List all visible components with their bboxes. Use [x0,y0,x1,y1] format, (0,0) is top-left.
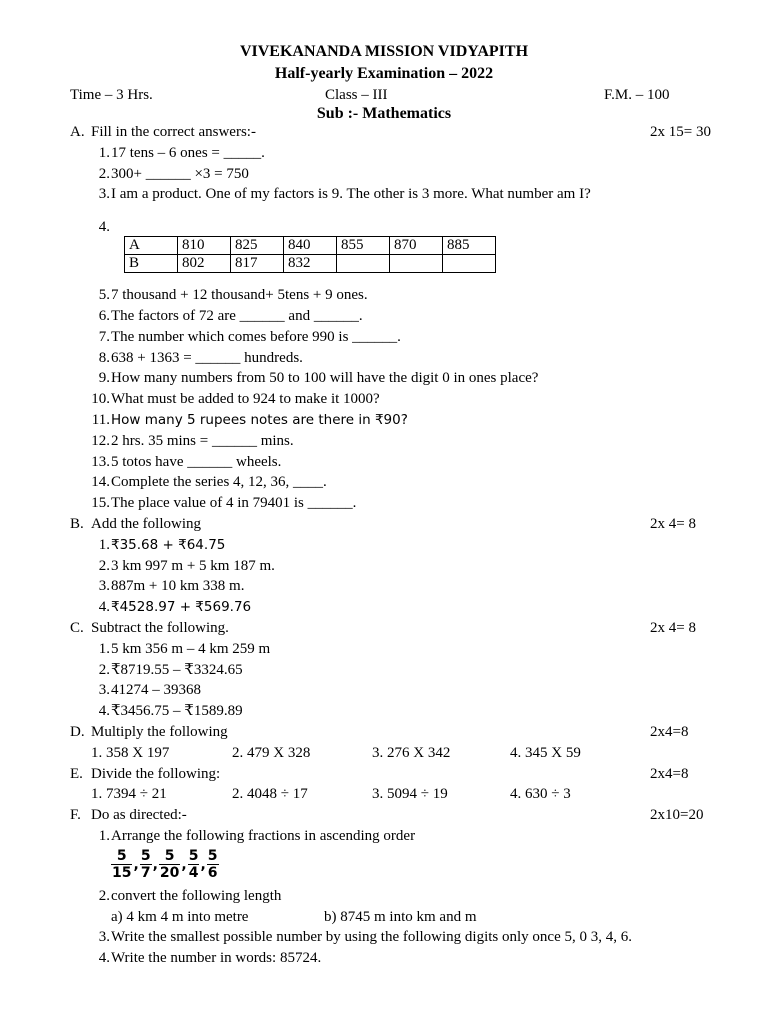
text-label: ₹3456.75 – ₹1589.89 [111,703,243,720]
text-label: 840 [284,237,337,255]
question-subitem: b) 8745 m into km and m [324,908,477,925]
question-item-table [70,205,730,272]
question-item [70,164,730,185]
question-subitems [70,907,730,928]
text-label: 5 [207,847,218,864]
text-label: 12. [91,432,110,449]
section-b-header [70,514,730,535]
question-item [70,306,730,327]
section-c-header [70,618,730,639]
table-row [125,255,496,273]
section-marks: 2x10=20 [650,807,704,824]
class-label: Class – III [325,87,388,103]
text-label: 3. [98,682,110,699]
section-e-header [70,764,730,785]
question-item [70,556,730,577]
text-label: C. [70,619,84,636]
question-item [70,493,730,514]
text-label: 5 totos have ______ wheels. [111,453,282,470]
subject-title: Sub :- Mathematics [316,105,452,122]
question-item [70,701,730,722]
question-item [70,431,730,452]
text-label: 5 [188,847,199,864]
question-item [70,927,730,948]
text-label: 802 [178,255,231,273]
question-item: 3. 276 X 342 [372,744,451,761]
question-item [70,472,730,493]
text-label: 832 [284,255,337,273]
question-item [70,452,730,473]
text-label: ₹8719.55 – ₹3324.65 [111,661,243,678]
text-label: 1. [98,536,110,553]
text-label: 855 [337,237,390,255]
text-label: 4. [98,950,110,967]
text-label: 5 [159,848,180,865]
question-item [70,327,730,348]
text-label: Write the smallest possible number by using the following digits only once 5, 0 3, 4, 6. [111,929,633,946]
text-label: 41274 – 39368 [111,682,201,699]
question-item [70,535,730,556]
section-title: Add the following [91,515,201,532]
fraction-list: $\frac{5}{15}$ , $\frac{5}{7}$ , $\frac{5}{20}$ , $\frac{5}{4}$ , $\frac{5}{6}$ [112,847,218,881]
section-marks: 2x 4= 8 [650,515,696,532]
text-label: 7 [140,864,151,881]
fraction [140,848,152,881]
text-label: 825 [231,237,284,255]
text-label: A [125,237,178,255]
text-label: 14. [91,474,110,491]
question-item [70,184,730,205]
text-label: What must be added to 924 to make it 1000? [111,391,380,408]
text-label: Arrange the following fractions in ascending order [111,827,416,844]
text-label: 5 [111,848,132,865]
text-label: How many 5 rupees notes are there in ₹90? [111,411,408,428]
section-marks: 2x4=8 [650,765,689,782]
fraction [111,848,132,881]
text-label: 3 km 997 m + 5 km 187 m. [111,557,275,574]
full-marks: F.M. – 100 [604,87,670,103]
question-item: 1. 7394 ÷ 21 [91,786,167,803]
text-label: E. [70,765,83,782]
question-item: 3. 5094 ÷ 19 [372,786,448,803]
exam-title: Half-yearly Examination – 2022 [274,65,494,82]
question-item [70,826,730,847]
text-label: 11. [91,411,110,428]
text-label: 15 [112,864,132,881]
question-item [70,660,730,681]
text-label: B [125,255,178,273]
text-label: 887m + 10 km 338 m. [111,578,245,595]
table-row [125,237,496,255]
section-a-header [70,122,730,143]
fraction [159,848,180,881]
text-label: 885 [443,237,496,255]
text-label: ₹35.68 + ₹64.75 [111,536,226,553]
question-item: 4. 630 ÷ 3 [510,786,571,803]
number-pattern-table [124,236,496,273]
text-label: The number which comes before 990 is ______. [111,328,401,345]
school-name: VIVEKANANDA MISSION VIDYAPITH [239,43,529,60]
text-label: 6 [207,864,218,881]
text-label: 5 km 356 m – 4 km 259 m [111,640,271,657]
text-label: Complete the series 4, 12, 36, ____. [111,474,327,491]
text-label: 2. [98,165,110,182]
text-label: 3. [98,186,110,203]
question-item [70,410,730,431]
section-f-header [70,805,730,826]
text-label: 2. [98,887,110,904]
text-label: The factors of 72 are ______ and ______. [111,307,363,324]
question-item [70,143,730,164]
question-item: 4. 345 X 59 [510,744,581,761]
text-label: 4 [188,864,199,881]
text-label: 300+ ______ ×3 = 750 [111,165,249,182]
text-label: 2. [98,661,110,678]
question-item [70,948,730,969]
section-marks: 2x 15= 30 [650,124,711,140]
text-label: 810 [178,237,231,255]
text-label: 4. [98,703,110,720]
question-row [70,743,730,764]
text-label [390,255,443,273]
text-label: 5. [98,287,110,304]
question-item [70,368,730,389]
text-label: ₹4528.97 + ₹569.76 [111,599,252,616]
time-allowed: Time – 3 Hrs. [70,87,153,103]
text-label: How many numbers from 50 to 100 will have the digit 0 in ones place? [111,370,539,387]
text-label [337,255,390,273]
text-label: 15. [91,495,110,512]
text-label: 9. [98,370,110,387]
text-label: B. [70,515,84,532]
text-label: 870 [390,237,443,255]
question-item [70,680,730,701]
text-label: 6. [98,307,110,324]
section-marks: 2x4=8 [650,723,689,740]
fraction [207,848,219,881]
text-label: F. [70,807,81,824]
text-label: 4. [98,599,110,616]
section-title: Multiply the following [91,723,228,740]
question-item [70,389,730,410]
text-label: 5 [140,847,151,864]
text-label: The place value of 4 in 79401 is ______. [111,495,357,512]
text-label: 3. [98,578,110,595]
text-label: 1. [98,144,110,161]
text-label: Write the number in words: 85724. [111,950,322,967]
question-content [70,122,730,969]
text-label: 1. [98,827,110,844]
section-d-header [70,722,730,743]
text-label [443,255,496,273]
section-marks: 2x 4= 8 [650,619,696,636]
fraction [188,848,200,881]
section-title: Subtract the following. [91,619,229,636]
question-item [70,639,730,660]
section-title: Divide the following: [91,765,221,782]
text-label: 1. [98,640,110,657]
text-label: 2. [98,557,110,574]
text-label: D. [70,723,85,740]
text-label: 4. [98,219,110,236]
question-item [70,285,730,306]
text-label: 13. [91,453,110,470]
text-label: 20 [159,864,180,881]
question-item [70,886,730,907]
question-item: 2. 4048 ÷ 17 [232,786,308,803]
text-label: 3. [98,929,110,946]
question-subitem: a) 4 km 4 m into metre [111,908,249,925]
text-label: A. [70,124,85,140]
text-label: 2 hrs. 35 mins = ______ mins. [111,432,294,449]
text-label: 7 thousand + 12 thousand+ 5tens + 9 ones. [111,287,368,304]
question-item: 1. 358 X 197 [91,744,170,761]
text-label: 10. [91,391,110,408]
text-label: I am a product. One of my factors is 9. The other is 3 more. What number am I? [111,186,591,203]
question-item [70,348,730,369]
text-label: 817 [231,255,284,273]
text-label: 7. [98,328,110,345]
question-item: 2. 479 X 328 [232,744,311,761]
section-title: Fill in the correct answers:- [91,124,256,140]
question-item [70,576,730,597]
question-item [70,597,730,618]
section-title: Do as directed:- [91,807,187,824]
text-label: 17 tens – 6 ones = _____. [111,144,265,161]
question-row [70,784,730,805]
text-label: convert the following length [111,887,282,904]
text-label: 8. [98,349,110,366]
text-label: 638 + 1363 = ______ hundreds. [111,349,303,366]
